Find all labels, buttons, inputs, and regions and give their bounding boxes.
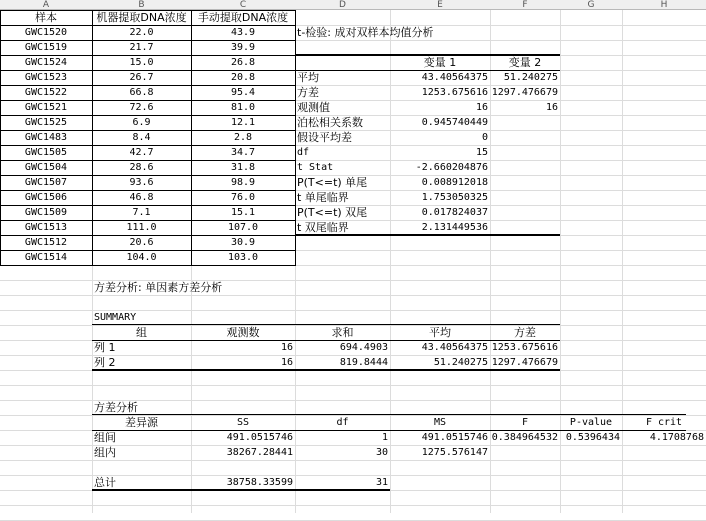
- ttest-header-1[interactable]: 变量 1: [423, 56, 457, 69]
- concentration-cell[interactable]: 34.7: [230, 147, 256, 158]
- concentration-cell[interactable]: 98.9: [230, 177, 256, 188]
- summary-header-0[interactable]: 组: [136, 326, 147, 339]
- sample-id-cell[interactable]: GWC1504: [24, 162, 68, 173]
- concentration-cell[interactable]: 15.0: [129, 57, 154, 68]
- ttest-value[interactable]: -2.660204876: [415, 162, 488, 173]
- concentration-cell[interactable]: 66.8: [129, 87, 154, 98]
- anova-header-5[interactable]: P-value: [569, 417, 613, 428]
- ttest-label[interactable]: P(T<=t) 单尾: [297, 176, 368, 189]
- sample-id-cell[interactable]: GWC1514: [24, 252, 68, 263]
- anova-value[interactable]: 4.1708768: [649, 432, 704, 443]
- anova-source-label[interactable]: 总计: [94, 476, 116, 489]
- anova-value[interactable]: 38758.33599: [226, 477, 293, 488]
- ttest-value[interactable]: 15: [475, 147, 488, 158]
- ttest-value[interactable]: [490, 145, 560, 160]
- concentration-cell[interactable]: 26.7: [129, 72, 154, 83]
- concentration-cell[interactable]: 95.4: [230, 87, 256, 98]
- concentration-cell[interactable]: 26.8: [230, 57, 256, 68]
- anova-value[interactable]: 0.5396434: [565, 432, 620, 443]
- ttest-label[interactable]: t 双尾临界: [297, 221, 349, 234]
- summary-header-4[interactable]: 方差: [514, 326, 536, 339]
- concentration-cell[interactable]: 30.9: [230, 237, 256, 248]
- summary-group-label[interactable]: 列 2: [94, 356, 116, 369]
- sample-table-hborder: [0, 250, 296, 251]
- ttest-value[interactable]: [490, 190, 560, 205]
- anova-value[interactable]: 1: [381, 432, 388, 443]
- sample-id-cell[interactable]: GWC1505: [24, 147, 68, 158]
- ttest-label[interactable]: 泊松相关系数: [297, 116, 363, 129]
- column-header-B[interactable]: B: [92, 0, 191, 10]
- summary-value[interactable]: 819.8444: [339, 357, 388, 368]
- sample-table-hborder: [0, 130, 296, 131]
- summary-value[interactable]: 43.40564375: [421, 342, 488, 353]
- ttest-value[interactable]: 0.017824037: [421, 207, 488, 218]
- summary-value[interactable]: 694.4903: [339, 342, 388, 353]
- gridline-row: [0, 505, 706, 506]
- column-header-F[interactable]: F: [490, 0, 560, 10]
- concentration-cell[interactable]: 8.4: [132, 132, 151, 143]
- sample-table-vborder: [191, 10, 192, 265]
- sample-table-hborder: [0, 145, 296, 146]
- ttest-value[interactable]: 1253.675616: [421, 87, 488, 98]
- anova-header-4[interactable]: F: [521, 417, 529, 428]
- concentration-cell[interactable]: 103.0: [227, 252, 259, 263]
- ttest-bottom-rule: [295, 234, 560, 236]
- sample-id-cell[interactable]: GWC1523: [24, 72, 68, 83]
- ttest-value[interactable]: [490, 175, 560, 190]
- sample-header-2[interactable]: 手动提取DNA浓度: [197, 11, 289, 24]
- sample-table-hborder: [0, 235, 296, 236]
- ttest-value[interactable]: 1297.476679: [491, 87, 558, 98]
- gridline-row: [0, 385, 706, 386]
- ttest-value[interactable]: [490, 160, 560, 175]
- sample-table-hborder: [0, 220, 296, 221]
- sample-table-hborder: [0, 70, 296, 71]
- concentration-cell[interactable]: 42.7: [129, 147, 154, 158]
- column-header-H[interactable]: H: [622, 0, 706, 10]
- concentration-cell[interactable]: 43.9: [230, 27, 256, 38]
- sample-id-cell[interactable]: GWC1509: [24, 207, 68, 218]
- sample-id-cell[interactable]: GWC1519: [24, 42, 68, 53]
- concentration-cell[interactable]: 7.1: [132, 207, 151, 218]
- anova-value[interactable]: 491.0515746: [226, 432, 293, 443]
- ttest-value[interactable]: 16: [475, 102, 488, 113]
- summary-value[interactable]: 16: [280, 357, 293, 368]
- gridline-row: [0, 295, 706, 296]
- ttest-value[interactable]: 2.131449536: [421, 222, 488, 233]
- ttest-header-2[interactable]: 变量 2: [508, 56, 542, 69]
- anova-source-label[interactable]: 组内: [94, 446, 116, 459]
- ttest-value[interactable]: 43.40564375: [421, 72, 488, 83]
- anova-source-label[interactable]: 组间: [94, 431, 116, 444]
- concentration-cell[interactable]: 28.6: [129, 162, 154, 173]
- concentration-cell[interactable]: 39.9: [230, 42, 256, 53]
- anova-bottom-rule: [92, 489, 390, 491]
- sample-id-cell[interactable]: GWC1512: [24, 237, 68, 248]
- summary-header-3[interactable]: 平均: [429, 326, 451, 339]
- gridline-row: [0, 460, 706, 461]
- summary-group-label[interactable]: 列 1: [94, 341, 116, 354]
- concentration-cell[interactable]: 2.8: [233, 132, 253, 143]
- concentration-cell[interactable]: 104.0: [126, 252, 157, 263]
- anova-title[interactable]: 方差分析: 单因素方差分析: [94, 281, 223, 294]
- sample-id-cell[interactable]: GWC1483: [24, 132, 68, 143]
- concentration-cell[interactable]: 31.8: [230, 162, 256, 173]
- summary-value[interactable]: 51.240275: [433, 357, 488, 368]
- sample-table-hborder: [0, 100, 296, 101]
- column-header-E[interactable]: E: [390, 0, 490, 10]
- summary-value[interactable]: 1253.675616: [491, 342, 558, 353]
- ttest-value[interactable]: [490, 115, 560, 130]
- sample-id-cell[interactable]: GWC1521: [24, 102, 68, 113]
- anova-header-1[interactable]: SS: [236, 417, 250, 428]
- sample-id-cell[interactable]: GWC1507: [24, 177, 68, 188]
- ttest-value[interactable]: 0.945740449: [421, 117, 488, 128]
- concentration-cell[interactable]: 111.0: [126, 222, 157, 233]
- concentration-cell[interactable]: 76.0: [230, 192, 256, 203]
- concentration-cell[interactable]: 12.1: [230, 117, 256, 128]
- summary-value[interactable]: 16: [280, 342, 293, 353]
- sample-table-hborder: [0, 40, 296, 41]
- concentration-cell[interactable]: 20.6: [129, 237, 154, 248]
- sample-table-hborder: [0, 85, 296, 86]
- sample-table-hborder: [0, 205, 296, 206]
- column-header-C[interactable]: C: [191, 0, 295, 10]
- concentration-cell[interactable]: 20.8: [230, 72, 256, 83]
- ttest-value[interactable]: 16: [545, 102, 558, 113]
- summary-header-1[interactable]: 观测数: [226, 326, 260, 339]
- concentration-cell[interactable]: 46.8: [129, 192, 154, 203]
- sample-table-hborder: [0, 25, 296, 26]
- concentration-cell[interactable]: 72.6: [129, 102, 154, 113]
- ttest-value[interactable]: 0: [481, 132, 488, 143]
- anova-value[interactable]: 30: [375, 447, 388, 458]
- anova-value[interactable]: 38267.28441: [226, 447, 293, 458]
- concentration-cell[interactable]: 81.0: [230, 102, 256, 113]
- summary-label[interactable]: SUMMARY: [94, 312, 137, 323]
- sample-table-hborder: [0, 175, 296, 176]
- sample-table-hborder: [0, 190, 296, 191]
- ttest-label[interactable]: 假设平均差: [297, 131, 352, 144]
- ttest-label[interactable]: 平均: [297, 71, 319, 84]
- ttest-value[interactable]: [490, 130, 560, 145]
- concentration-cell[interactable]: 22.0: [129, 27, 154, 38]
- concentration-cell[interactable]: 21.7: [129, 42, 154, 53]
- sample-header-1[interactable]: 机器提取DNA浓度: [96, 11, 187, 24]
- ttest-value[interactable]: 51.240275: [503, 72, 558, 83]
- sample-id-cell[interactable]: GWC1525: [24, 117, 68, 128]
- summary-header-2[interactable]: 求和: [331, 326, 354, 339]
- ttest-title[interactable]: t-检验: 成对双样本均值分析: [297, 26, 434, 39]
- column-header-D[interactable]: D: [295, 0, 390, 10]
- anova-table-title[interactable]: 方差分析: [94, 401, 138, 414]
- sample-id-cell[interactable]: GWC1520: [24, 27, 68, 38]
- anova-value[interactable]: 0.384964532: [491, 432, 558, 443]
- sample-table-vborder: [92, 10, 93, 265]
- ttest-value[interactable]: 1.753050325: [421, 192, 488, 203]
- anova-header-0[interactable]: 差异源: [125, 416, 158, 429]
- concentration-cell[interactable]: 15.1: [230, 207, 256, 218]
- ttest-label[interactable]: 方差: [297, 86, 319, 99]
- ttest-label[interactable]: P(T<=t) 双尾: [297, 206, 368, 219]
- sample-table-border: [0, 10, 296, 266]
- concentration-cell[interactable]: 93.6: [129, 177, 154, 188]
- anova-header-6[interactable]: F crit: [645, 417, 683, 428]
- anova-header-2[interactable]: df: [336, 417, 349, 428]
- anova-value[interactable]: 31: [375, 477, 388, 488]
- column-header-A[interactable]: A: [0, 0, 92, 10]
- ttest-value[interactable]: [490, 205, 560, 220]
- summary-value[interactable]: 1297.476679: [491, 357, 558, 368]
- sample-table-hborder: [0, 115, 296, 116]
- ttest-value[interactable]: 0.008912018: [421, 177, 488, 188]
- ttest-label[interactable]: 观测值: [297, 101, 330, 114]
- sample-id-cell[interactable]: GWC1522: [24, 87, 68, 98]
- ttest-value[interactable]: [490, 220, 560, 235]
- sample-id-cell[interactable]: GWC1524: [24, 57, 68, 68]
- summary-bottom-rule: [92, 369, 560, 371]
- ttest-label[interactable]: t Stat: [297, 162, 334, 173]
- ttest-label[interactable]: df: [297, 147, 310, 158]
- ttest-label[interactable]: t 单尾临界: [297, 191, 349, 204]
- sample-table-hborder: [0, 160, 296, 161]
- sample-id-cell[interactable]: GWC1513: [24, 222, 68, 233]
- sample-id-cell[interactable]: GWC1506: [24, 192, 68, 203]
- anova-header-3[interactable]: MS: [433, 417, 447, 428]
- sample-table-hborder: [0, 55, 296, 56]
- anova-value[interactable]: 491.0515746: [421, 432, 488, 443]
- anova-value[interactable]: 1275.576147: [421, 447, 488, 458]
- concentration-cell[interactable]: 107.0: [227, 222, 259, 233]
- concentration-cell[interactable]: 6.9: [132, 117, 151, 128]
- ttest-header-0[interactable]: [295, 55, 390, 70]
- sample-header-0[interactable]: 样本: [35, 11, 57, 24]
- column-header-G[interactable]: G: [560, 0, 622, 10]
